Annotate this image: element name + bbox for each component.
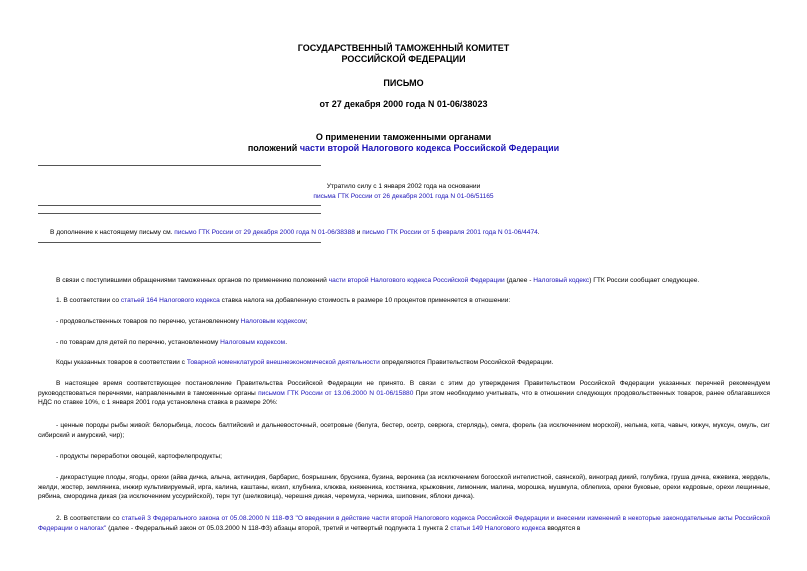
subject-prefix: положений [247,143,300,153]
p4-link[interactable]: Налоговым кодексом [220,339,286,346]
p1-link-tax-code[interactable]: Налоговый кодекс [533,277,590,284]
p3-text-b: ; [305,318,308,325]
paragraph-7 [38,421,770,440]
p3-text-a: - продовольственных товаров по перечню, установленному [56,318,241,325]
org-title-line1: ГОСУДАРСТВЕННЫЙ ТАМОЖЕННЫЙ КОМИТЕТ [297,43,510,53]
divider [38,213,321,214]
p4-text-b: . [285,339,288,346]
paragraph-5 [38,358,770,368]
p8-text: - продукты переработки овощей, картофелепродукты; [56,453,222,460]
p10-text-c: вводятся в [545,524,581,532]
p3-link[interactable]: Налоговым кодексом [240,318,306,325]
subject-line2 [0,143,807,154]
paragraph-6 [38,379,770,408]
p6-text-a: В настоящее время соответствующее постановление Правительства Российской Федерации не принято. В связи с этим до утверждения Правительством Российской Федерации указанных перечней рекомендуем руководствоваться перечнями, направленными в таможенные органы [38,380,770,397]
paragraph-8 [38,452,770,462]
addendum-line [50,228,540,237]
org-title-line2: РОССИЙСКОЙ ФЕДЕРАЦИИ [341,54,466,64]
paragraph-10 [38,514,770,533]
doc-type: ПИСЬМО [383,78,424,88]
paragraph-4 [38,338,770,348]
paragraph-2 [38,296,770,306]
subject-line1: О применении таможенными органами [315,132,492,142]
notice-line1: Утратило силу с 1 января 2002 года на основании [326,183,481,190]
p1-text-a: В связи с поступившими обращениями таможенных органов по применению положений [56,277,329,284]
p9-text: - дикорастущие плоды, ягоды, орехи (айва дичка, алыча, актинидия, барбарис, боярышник, брусника, бузина, вероника (за исключением богосской интелистной, саянской), виноград дикий, голубика, груша дичка, ежевика, жердель, желди, жостер, земляника, инжир культивируемый, ирга, калина, каштаны, кизил, клубника, клюква, княженика, костяника, крыжовник, лимонник, малина, морошка, мушмула, облепиха, орехи буковые, орехи кедровые, орехи лещинные, рябина, смородина дикая (за исключением уссурийской), терн тут (шелковица), черешня дикая, черемуха, черника, шиповник, яблоки дичка). [38,474,770,501]
p10-link-law[interactable]: статьей 3 Федерального закона от 05.08.2000 N 118-ФЗ "О введении в действие части второй Налогового кодекса Российской Федерации и внесении изменений в некоторые законодательные акты Российской Федерации о налогах" [38,515,770,532]
divider [38,205,321,206]
paragraph-3 [38,317,770,327]
p1-text-c: ) ГТК России сообщает следующее. [589,277,700,284]
p4-text-a: - по товарам для детей по перечню, установленному [56,339,221,346]
p5-link[interactable]: Товарной номенклатурой внешнеэкономической деятельности [186,359,380,366]
p10-link-article[interactable]: статьи 149 Налогового кодекса [450,524,546,532]
p5-text-b: определяются Правительством Российской Федерации. [379,359,554,366]
p10-text-a: 2. В соответствии со [56,515,122,522]
addendum-mid: и [354,229,363,236]
notice-link[interactable]: письма ГТК России от 26 декабря 2001 года N 01-06/51165 [313,193,494,200]
p2-text-a: 1. В соответствии со [56,297,121,304]
divider [38,165,321,166]
p2-text-b: ставка налога на добавленную стоимость в размере 10 процентов применяется в отношении: [219,297,511,304]
p10-text-b: (далее - Федеральный закон от 05.03.2000 N 118-ФЗ) абзацы второй, третий и четвертый подпункта 1 пункта 2 [106,524,451,532]
paragraph-9 [38,473,770,502]
p6-link[interactable]: письмом ГТК России от 13.06.2000 N 01-06/15880 [258,389,414,397]
p1-link-code[interactable]: части второй Налогового кодекса Российской Федерации [328,277,505,284]
p2-link[interactable]: статьей 164 Налогового кодекса [120,297,220,304]
paragraph-1 [38,276,770,286]
doc-date: от 27 декабря 2000 года N 01-06/38023 [319,99,488,109]
addendum-suffix: . [537,229,540,236]
p6-text-b: При этом необходимо учитывать, что в отношении следующих продовольственных товаров, ранее облагавшихся НДС по ставке 10%, с 1 января 2001 года установлена ставка в размере 20%: [38,389,770,407]
p7-text: - ценные породы рыбы живой: белорыбица, лосось балтийский и дальневосточный, осетровые (белуга, бестер, осетр, севрюга, стерлядь), семга, форель (за исключением морской), нельма, кета, чавыч, кижуч, муксун, омуль, сиг сибирский и амурский, чир); [38,422,770,439]
divider [38,242,321,243]
subject-link[interactable]: части второй Налогового кодекса Российской Федерации [299,143,560,153]
addendum-link-1[interactable]: письмо ГТК России от 29 декабря 2000 года N 01-06/38388 [174,229,355,236]
addendum-link-2[interactable]: письмо ГТК России от 5 февраля 2001 года N 01-06/4474 [362,229,538,236]
p1-text-b: (далее - [504,277,534,284]
addendum-prefix: В дополнение к настоящему письму см. [50,229,175,236]
p5-text-a: Коды указанных товаров в соответствии с [56,359,187,366]
